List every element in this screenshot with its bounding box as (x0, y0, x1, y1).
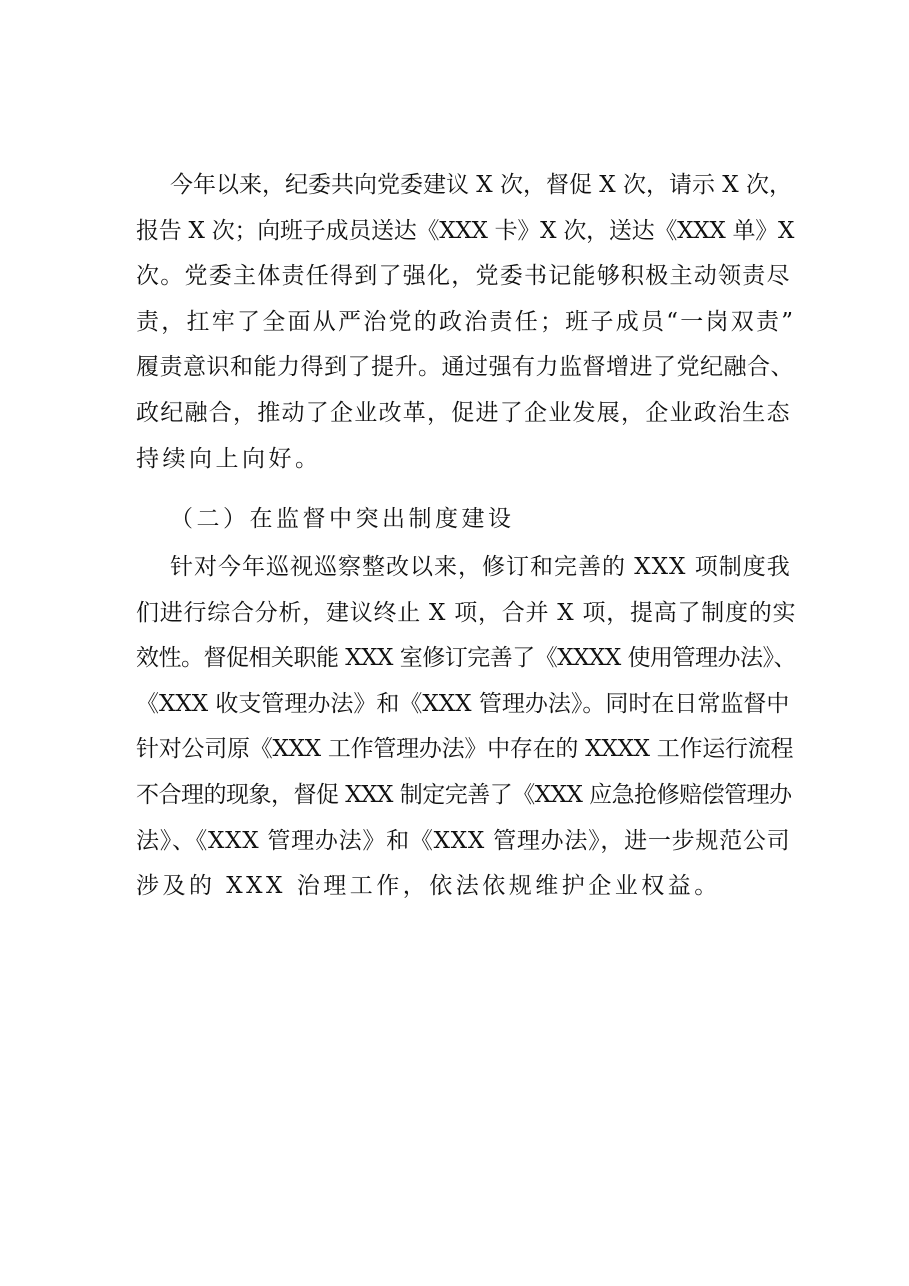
paragraph-line: 政纪融合，推动了企业改革，促进了企业发展，企业政治生态 (136, 399, 791, 426)
paragraph-line: 次。党委主体责任得到了强化，党委书记能够积极主动领责尽 (136, 263, 791, 290)
paragraph-line: 不合理的现象，督促 XXX 制定完善了《XXX 应急抢修赔偿管理办 (136, 781, 792, 808)
paragraph-line: 持续向上向好。 (136, 445, 322, 472)
paragraph-line: 报告 X 次；向班子成员送达《XXX 卡》X 次，送达《XXX 单》X (136, 217, 795, 244)
paragraph-line: 法》、《XXX 管理办法》和《XXX 管理办法》，进一步规范公司 (136, 827, 791, 854)
paragraph-line: 针对公司原《XXX 工作管理办法》中存在的 XXXX 工作运行流程 (136, 736, 794, 763)
paragraph-line: 责，扛牢了全面从严治党的政治责任；班子成员“一岗双责” (136, 308, 796, 335)
paragraph-line: 涉及的 XXX 治理工作，依法依规维护企业权益。 (136, 873, 721, 900)
section-heading-text: （二）在监督中突出制度建设 (170, 506, 515, 532)
paragraph-line: 《XXX 收支管理办法》和《XXX 管理办法》。同时在日常监督中 (136, 690, 790, 717)
paragraph-line: 今年以来，纪委共向党委建议 X 次，督促 X 次，请示 X 次， (170, 172, 792, 198)
paragraph-line: 履责意识和能力得到了提升。通过强有力监督增进了党纪融合、 (136, 354, 794, 381)
paragraph-supervision-results (136, 163, 796, 482)
paragraph-line: 效性。督促相关职能 XXX 室修订完善了《XXXX 使用管理办法》、 (136, 645, 797, 672)
paragraph-system-building (136, 545, 796, 910)
paragraph-line: 针对今年巡视巡察整改以来，修订和完善的 XXX 项制度我 (170, 554, 791, 580)
paragraph-line: 们进行综合分析，建议终止 X 项，合并 X 项，提高了制度的实 (136, 599, 797, 626)
section-heading (136, 497, 796, 543)
